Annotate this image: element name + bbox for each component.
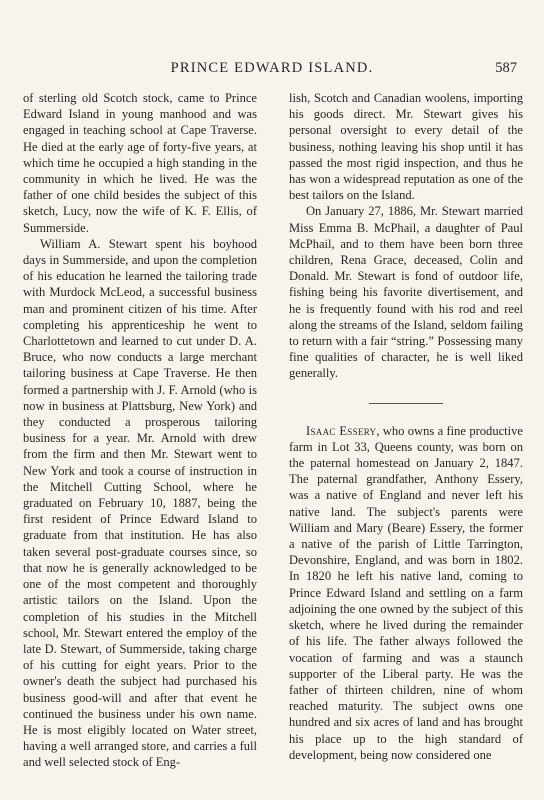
paragraph: lish, Scotch and Canadian woolens, importing his goods direct. Mr. Stewart gives his personal oversight to every detail of the business, nothing leaving his shop until it has passed the most rigid inspection, and thus he has won a widespread reputation as one of the best tailors on the Island. — [289, 91, 523, 203]
paragraph — [289, 423, 523, 763]
right-column — [289, 90, 523, 763]
page-header — [0, 60, 544, 80]
section-divider — [369, 403, 443, 404]
running-title: PRINCE EDWARD ISLAND. — [170, 60, 374, 76]
paragraph-text: , who owns a fine productive farm in Lot 33, Queens county, was born on the paternal homestead on January 2, 1847. The paternal grandfather, Anthony Essery, was a native of England and never left his native land. The subject's parents were William and Mary (Beare) Essery, the former a native of the parish of Little Tarrington, Devonshire, England, and was born in 1802. In 1820 he left his native land, coming to Prince Edward Island and settling on a farm adjoining the one owned by the subject of this sketch, where he lived during the remainder of his life. The father always followed the vocation of farming and was a staunch supporter of the Liberal party. He was the father of thirteen children, nine of whom reached maturity. The subject owns one hundred and six acres of land and has brought his place up to the high standard of development, being now considered one — [289, 423, 523, 762]
page-number: 587 — [495, 60, 517, 76]
paragraph: William A. Stewart spent his boyhood days in Summerside, and upon the completion of his education he learned the tailoring trade with Murdock McLeod, a successful business man and prominent citizen of his time. After completing his apprenticeship he went to Charlottetown and learned to cut under D. A. Bruce, who now conducts a large merchant tailoring business at Cape Traverse. He then formed a partnership with J. F. Arnold (who is now in business at Plattsburg, New York) and they conducted a prosperous tailoring business for a year. Mr. Arnold with drew from the firm and then Mr. Stewart went to New York and took a course of instruction in the Mitchell Cutting School, where he graduated on February 10, 1887, being the first resident of Prince Edward Island to graduate from that institution. He has also taken several post-graduate courses since, so that now he is generally acknowledged to be one of the most competent and thoroughly artistic tailors on the Island. Upon the completion of his studies in the Mitchell school, Mr. Stewart entered the employ of the late D. Stewart, of Summerside, taking charge of his cutting for eight years. Prior to the owner's death the subject had purchased his business good-will and after that event he continued the business under his own name. He is most eligibly located on Water street, having a well arranged store, and carries a full and well selected stock of Eng- — [23, 236, 257, 770]
subject-name: Isaac Essery — [306, 423, 377, 438]
left-column — [23, 90, 257, 771]
paragraph: On January 27, 1886, Mr. Stewart married Miss Emma B. McPhail, a daughter of Paul McPhail, and to them have been born three children, Rena Grace, deceased, Colin and Donald. Mr. Stewart is fond of outdoor life, fishing being his favorite divertisement, and he is frequently found with his rod and reel along the streams of the Island, seldom failing to return with a fair “string.” Possessing many fine qualities of character, he is well liked generally. — [289, 204, 523, 381]
paragraph: of sterling old Scotch stock, came to Prince Edward Island in young manhood and was engaged in teaching school at Cape Traverse. He died at the early age of forty-five years, at which time he occupied a high standing in the community in which he lived. He was the father of one child besides the subject of this sketch, Lucy, now the wife of K. F. Ellis, of Summerside. — [23, 91, 257, 235]
